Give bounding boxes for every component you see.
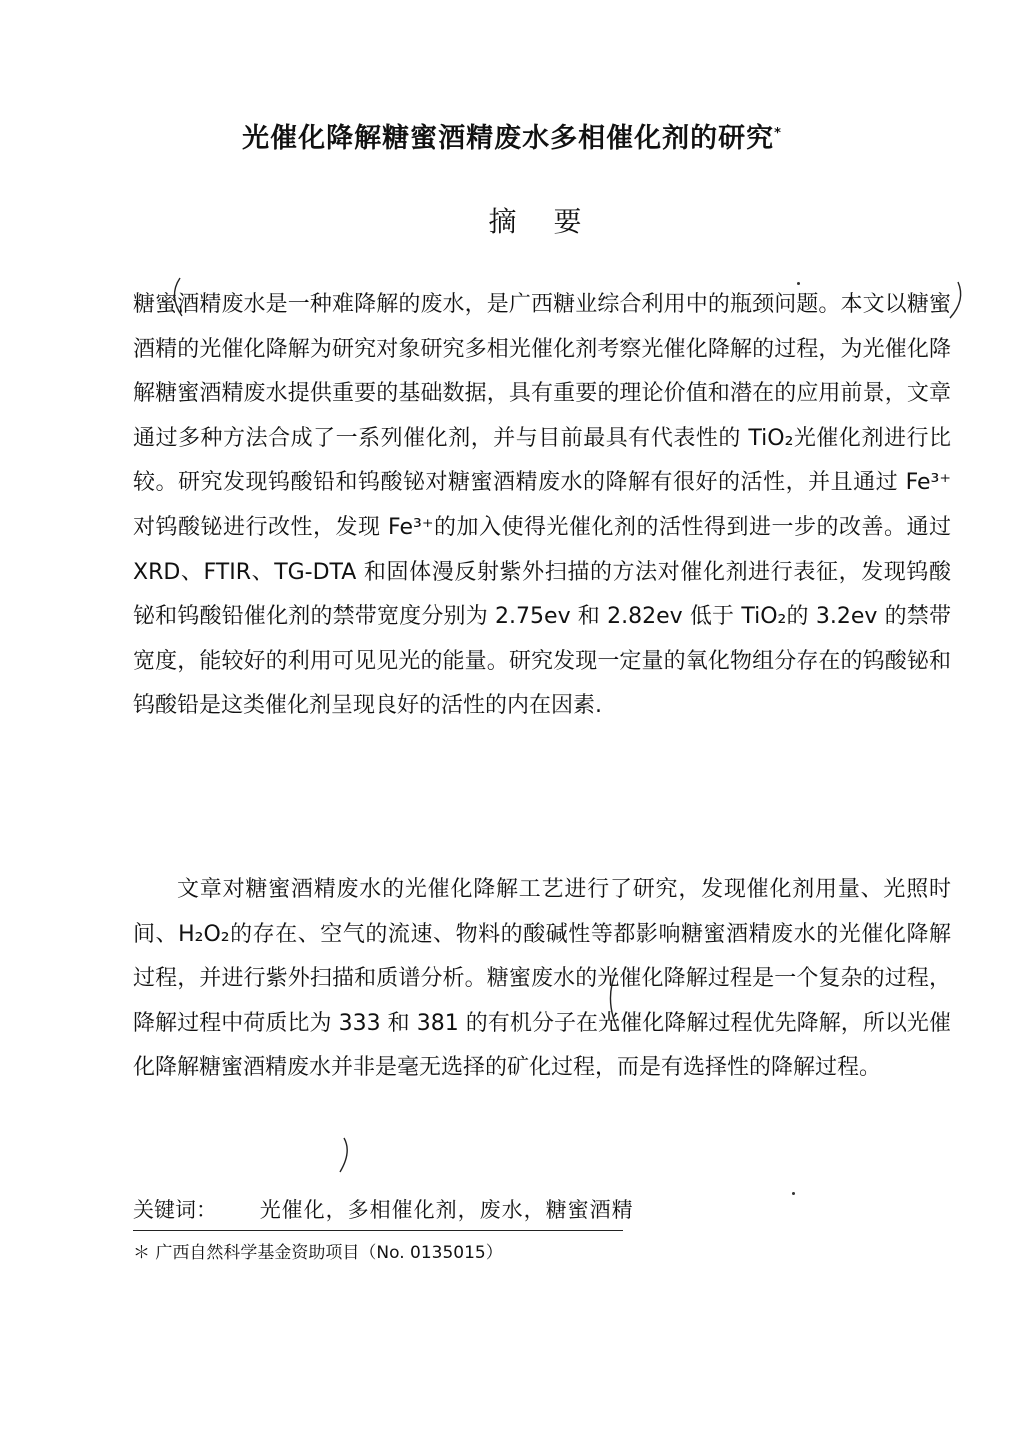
- footnote: ＊ 广西自然科学基金资助项目（No. 0135015）: [133, 1243, 503, 1263]
- abstract-heading: 摘 要: [488, 205, 596, 238]
- keywords-label: 关键词：: [133, 1198, 217, 1222]
- keywords-line: [133, 1194, 753, 1224]
- page-title-text: 光催化降解糖蜜酒精废水多相催化剂的研究: [242, 123, 775, 154]
- keywords-values: 光催化，多相催化剂，废水，糖蜜酒精: [259, 1198, 634, 1222]
- scan-speck: [797, 282, 800, 285]
- title-footnote-mark: *: [774, 126, 782, 141]
- bracket-right-mark: [950, 282, 961, 318]
- footnote-rule: [133, 1230, 623, 1231]
- bracket-right-mark-2: [340, 1138, 347, 1172]
- scan-speck: [792, 1192, 795, 1195]
- abstract-paragraph-2: 文章对糖蜜酒精废水的光催化降解工艺进行了研究，发现催化剂用量、光照时间、H₂O₂的存在、空气的流速、物料的酸碱性等都影响糖蜜酒精废水的光催化降解过程，并进行紫外扫描和质谱分析。糖蜜废水的光催化降解过程是一个复杂的过程，降解过程中荷质比为 333 和 381 的有机分子在光催化降解过程优先降解，所以光催化降解糖蜜酒精废水并非是毫无选择的矿化过程，而是有选择性的降解过程。: [133, 877, 951, 1081]
- abstract-paragraph-1: 糖蜜酒精废水是一种难降解的废水，是广西糖业综合利用中的瓶颈问题。本文以糖蜜酒精的光催化降解为研究对象研究多相光催化剂考察光催化降解的过程，为光催化降解糖蜜酒精废水提供重要的基础数据，具有重要的理论价值和潜在的应用前景，文章通过多种方法合成了一系列催化剂，并与目前最具有代表性的 TiO₂光催化剂进行比较。研究发现钨酸铅和钨酸铋对糖蜜酒精废水的降解有很好的活性，并且通过 Fe³⁺对钨酸铋进行改性，发现 Fe³⁺的加入使得光催化剂的活性得到进一步的改善。通过 XRD、FTIR、TG-DTA 和固体漫反射紫外扫描的方法对催化剂进行表征，发现钨酸铋和钨酸铅催化剂的禁带宽度分别为 2.75ev 和 2.82ev 低于 TiO₂的 3.2ev 的禁带宽度，能较好的利用可见见光的能量。研究发现一定量的氧化物组分存在的钨酸铋和钨酸铅是这类催化剂呈现良好的活性的内在因素.: [133, 292, 951, 719]
- page-title: [0, 116, 1024, 155]
